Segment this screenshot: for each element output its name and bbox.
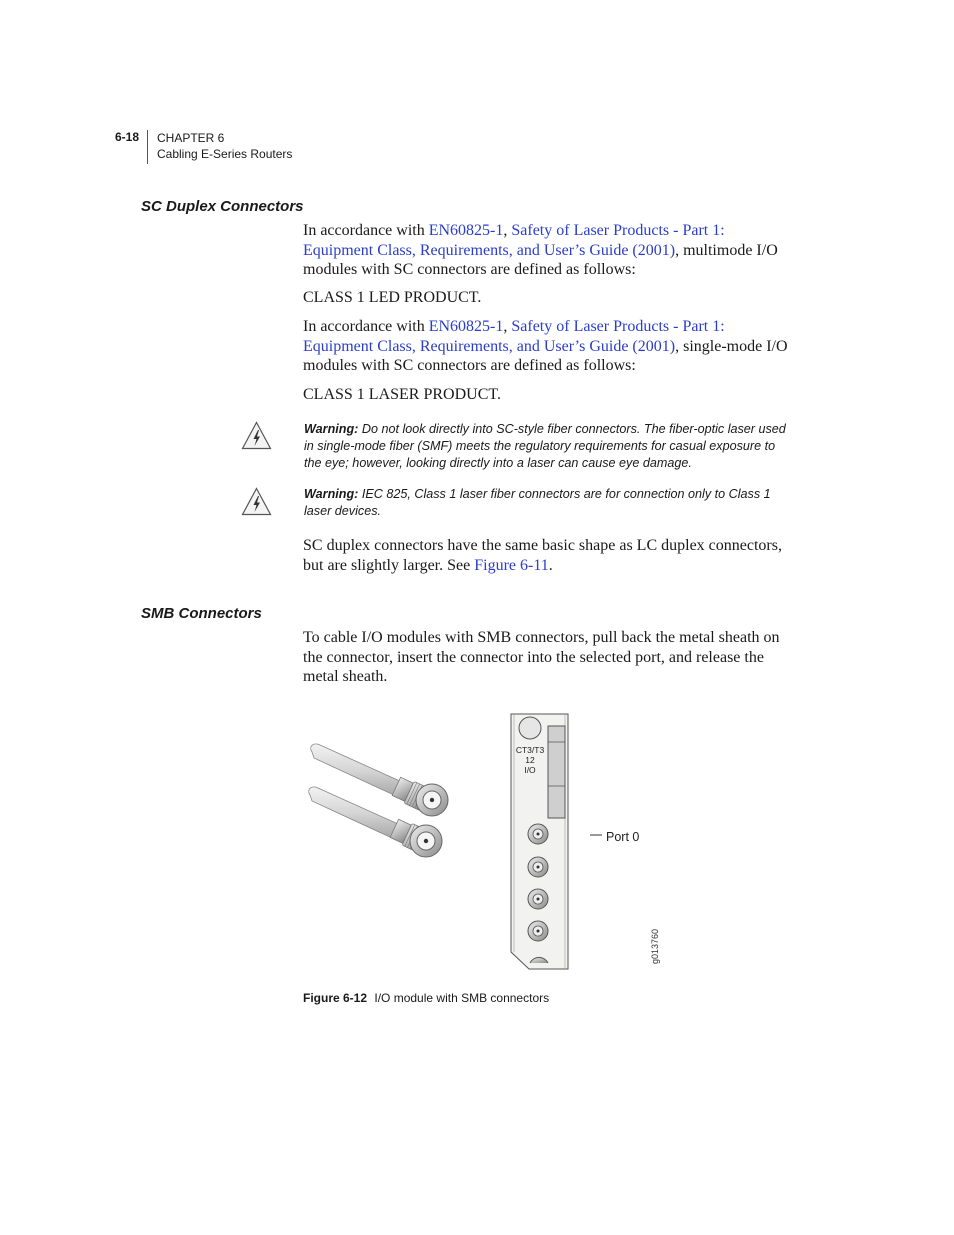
paragraph-sc-shape: [303, 536, 793, 575]
warning-note-2: [304, 486, 794, 520]
section-heading-smb: SMB Connectors: [141, 605, 262, 622]
page-number: 6-18: [115, 130, 140, 144]
figure-caption: [303, 991, 549, 1005]
graphic-id: g013760: [650, 928, 660, 964]
section-heading-sc-duplex: SC Duplex Connectors: [141, 198, 304, 215]
chapter-title: Cabling E-Series Routers: [157, 147, 293, 161]
smb-port: [528, 857, 548, 877]
port-0-callout: Port 0: [606, 830, 640, 844]
text: ,: [503, 222, 512, 239]
link-en60825[interactable]: EN60825-1: [428, 222, 504, 239]
io-module-illustration: [300, 712, 680, 974]
warning-label: Warning:: [304, 487, 359, 501]
warning-electric-icon: [241, 421, 272, 450]
paragraph-smb: To cable I/O modules with SMB connectors, pull back the metal sheath on the connector, insert the connector into the selected port, and release the metal sheath.: [303, 629, 780, 685]
text: , single-mode I/O modules with SC connectors are defined as follows:: [303, 337, 788, 374]
class-laser-product: CLASS 1 LASER PRODUCT.: [303, 386, 501, 403]
figure-io-module: [300, 712, 680, 974]
text: In accordance with: [303, 222, 429, 239]
text: SC duplex connectors have the same basic shape as LC duplex connectors, but are slightly larger. See: [303, 537, 782, 574]
module-label: 12: [525, 755, 535, 765]
link-en60825[interactable]: EN60825-1: [428, 318, 504, 335]
warning-note-1: [304, 421, 794, 472]
link-laser-safety-guide[interactable]: Safety of Laser Products - Part 1: Equipment Class, Requirements, and User’s Guide (2001): [303, 222, 725, 259]
smb-port: [528, 889, 548, 909]
warning-text: IEC 825, Class 1 laser fiber connectors are for connection only to Class 1 laser devices.: [304, 487, 771, 518]
warning-text: Do not look directly into SC-style fiber connectors. The fiber-optic laser used in single-mode fiber (SMF) meets the regulatory requirements for casual exposure to the eye; however, looking directly into a laser can cause eye damage.: [304, 422, 786, 470]
smb-port: [528, 824, 548, 844]
module-label: CT3/T3: [515, 745, 545, 755]
paragraph-multimode: [303, 221, 793, 280]
chapter-number: CHAPTER 6: [157, 131, 225, 145]
text: In accordance with: [303, 318, 429, 335]
io-module-panel: [511, 714, 568, 969]
warning-label: Warning:: [304, 422, 359, 436]
class-led-product: CLASS 1 LED PRODUCT.: [303, 289, 482, 306]
text: .: [548, 556, 553, 574]
header-divider: [147, 130, 148, 164]
caption-number: Figure 6-12: [303, 991, 368, 1005]
text: ,: [503, 318, 512, 335]
chapter-heading: [157, 130, 292, 162]
paragraph-single-mode: [303, 317, 793, 376]
text: , multimode I/O modules with SC connectors are defined as follows:: [303, 241, 778, 278]
link-laser-safety-guide[interactable]: Safety of Laser Products - Part 1: Equipment Class, Requirements, and User’s Guide (2001): [303, 318, 725, 355]
caption-text: I/O module with SMB connectors: [374, 991, 550, 1005]
link-figure-6-11[interactable]: Figure 6-11: [474, 556, 549, 574]
module-label: I/O: [524, 765, 536, 775]
smb-port: [528, 921, 548, 941]
warning-electric-icon: [241, 487, 272, 516]
